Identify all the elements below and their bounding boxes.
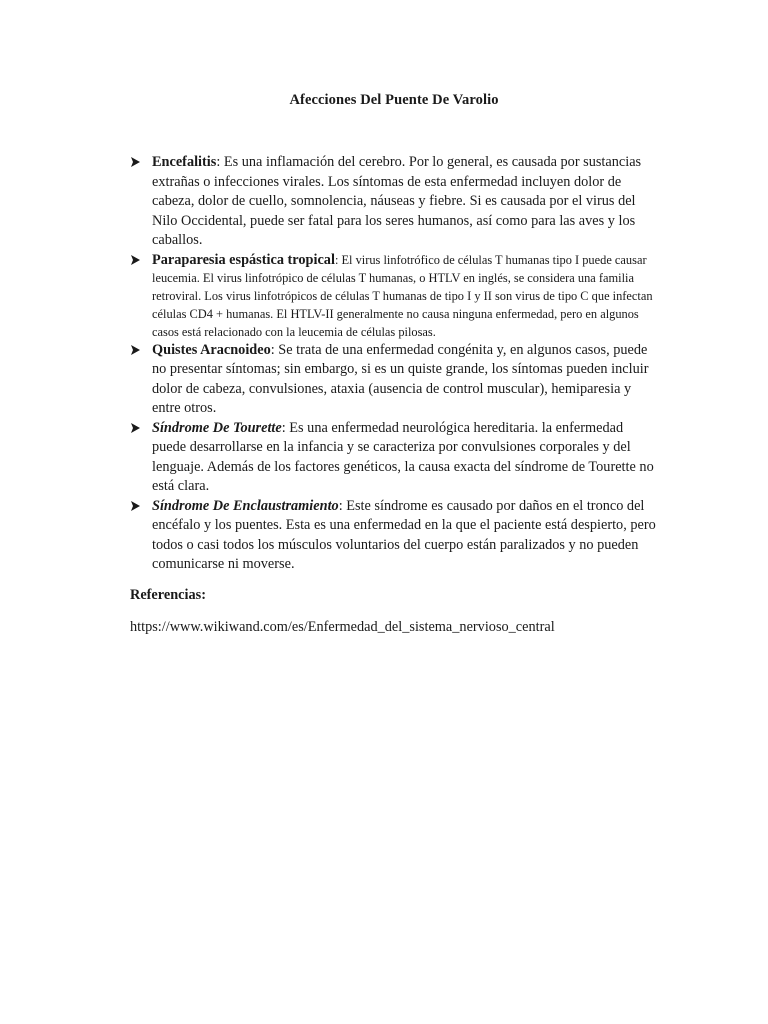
- reference-link[interactable]: https://www.wikiwand.com/es/Enfermedad_del_sistema_nervioso_central: [130, 618, 555, 635]
- item-term: Síndrome De Tourette: [152, 419, 282, 436]
- item-term: Síndrome De Enclaustramiento: [152, 497, 339, 514]
- item-text: : Se trata de una enfermedad congénita y, en algunos casos, puede no presentar síntomas; sin embargo, si es un quiste grande, los síntomas pueden incluir dolor de cabeza, convulsiones, ataxia (ausencia de control muscular), hemiparesia y entre otros.: [152, 341, 649, 416]
- list-item-tourette: [130, 419, 658, 497]
- references-heading: Referencias:: [130, 586, 206, 603]
- conditions-list: [130, 153, 658, 575]
- list-item-enclaustramiento: [130, 497, 658, 575]
- item-term: Encefalitis: [152, 154, 217, 170]
- item-term: Quistes Aracnoideo: [152, 341, 271, 358]
- document-title: Afecciones Del Puente De Varolio: [289, 92, 499, 108]
- list-item-encefalitis: [130, 153, 658, 251]
- item-text: : Es una inflamación del cerebro. Por lo general, es causada por sustancias extrañas o infecciones virales. Los síntomas de esta enfermedad incluyen dolor de cabeza, dolor de cuello, somnolencia, náuseas y fiebre. Si es causada por el virus del Nilo Occidental, puede ser fatal para los seres humanos, así como para las aves y los caballos.: [152, 154, 642, 248]
- item-text: : El virus linfotrófico de células T humanas tipo I puede causar leucemia. El virus linfotrópico de células T humanas, o HTLV en inglés, se considera una familia retroviral. Los virus linfotrópicos de células T humanas de tipo I y II son virus de tipo C que infectan células CD4 + humanas. El HTLV-II generalmente no causa ninguna enfermedad, pero en algunos casos está relacionado con la leucemia de células pilosas.: [152, 252, 653, 339]
- item-text: : Este síndrome es causado por daños en el tronco del encéfalo y los puentes. Esta es una enfermedad en la que el paciente está despierto, pero todos o casi todos los músculos voluntarios del cuerpo están paralizados y no pueden comunicarse ni moverse.: [152, 497, 656, 572]
- item-term: Paraparesia espástica tropical: [152, 251, 335, 268]
- item-text: : Es una enfermedad neurológica hereditaria. la enfermedad puede desarrollarse en la infancia y se caracteriza por convulsiones corporales y del lenguaje. Además de los factores genéticos, la causa exacta del síndrome de Tourette no está clara.: [152, 419, 654, 494]
- list-item-paraparesia: [130, 251, 658, 341]
- list-item-quistes: [130, 341, 658, 419]
